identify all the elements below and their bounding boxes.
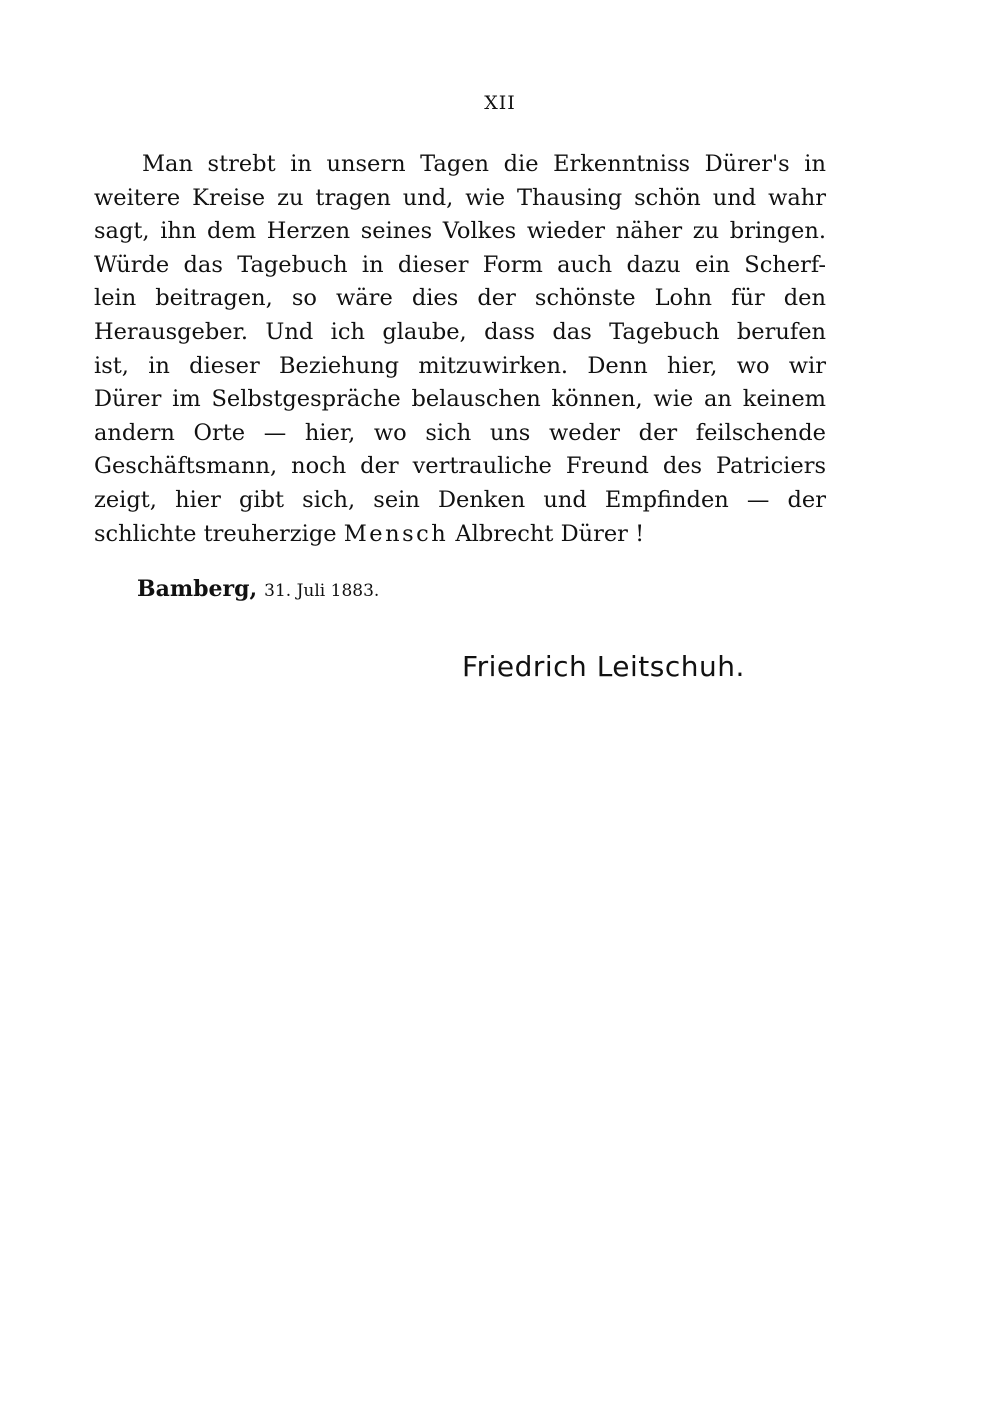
dateline	[137, 576, 379, 602]
paragraph-line: zeigt, hier gibt sich, sein Denken und Empfinden — der	[94, 486, 826, 513]
paragraph-line: sagt, ihn dem Herzen seines Volkes wieder näher zu bringen.	[94, 218, 826, 245]
page-number: XII	[484, 92, 516, 114]
author-signature: Friedrich Leitschuh.	[462, 650, 745, 683]
paragraph-line: andern Orte — hier, wo sich uns weder der feilschende	[94, 419, 826, 446]
last-line-end: Albrecht Dürer !	[455, 520, 645, 547]
paragraph-line: Herausgeber. Und ich glaube, dass das Tagebuch berufen	[94, 318, 826, 345]
emphasized-word: Mensch	[343, 520, 449, 547]
dateline-place: Bamberg,	[137, 576, 258, 602]
paragraph-line: lein beitragen, so wäre dies der schönste Lohn für den	[94, 285, 826, 312]
dateline-date: 31. Juli 1883.	[264, 581, 380, 601]
preface-paragraph	[94, 148, 826, 551]
paragraph-line: Würde das Tagebuch in dieser Form auch dazu ein Scherf-	[94, 251, 826, 278]
paragraph-last-line	[94, 518, 826, 552]
paragraph-line: Man strebt in unsern Tagen die Erkenntniss Dürer's in	[142, 151, 826, 177]
paragraph-line: Geschäftsmann, noch der vertrauliche Freund des Patriciers	[94, 453, 826, 480]
paragraph-line: weitere Kreise zu tragen und, wie Thausing schön und wahr	[94, 184, 826, 211]
paragraph-line: Dürer im Selbstgespräche belauschen können, wie an keinem	[94, 386, 826, 413]
paragraph-line: ist, in dieser Beziehung mitzuwirken. Denn hier, wo wir	[94, 352, 826, 379]
last-line-start: schlichte treuherzige	[94, 520, 337, 547]
